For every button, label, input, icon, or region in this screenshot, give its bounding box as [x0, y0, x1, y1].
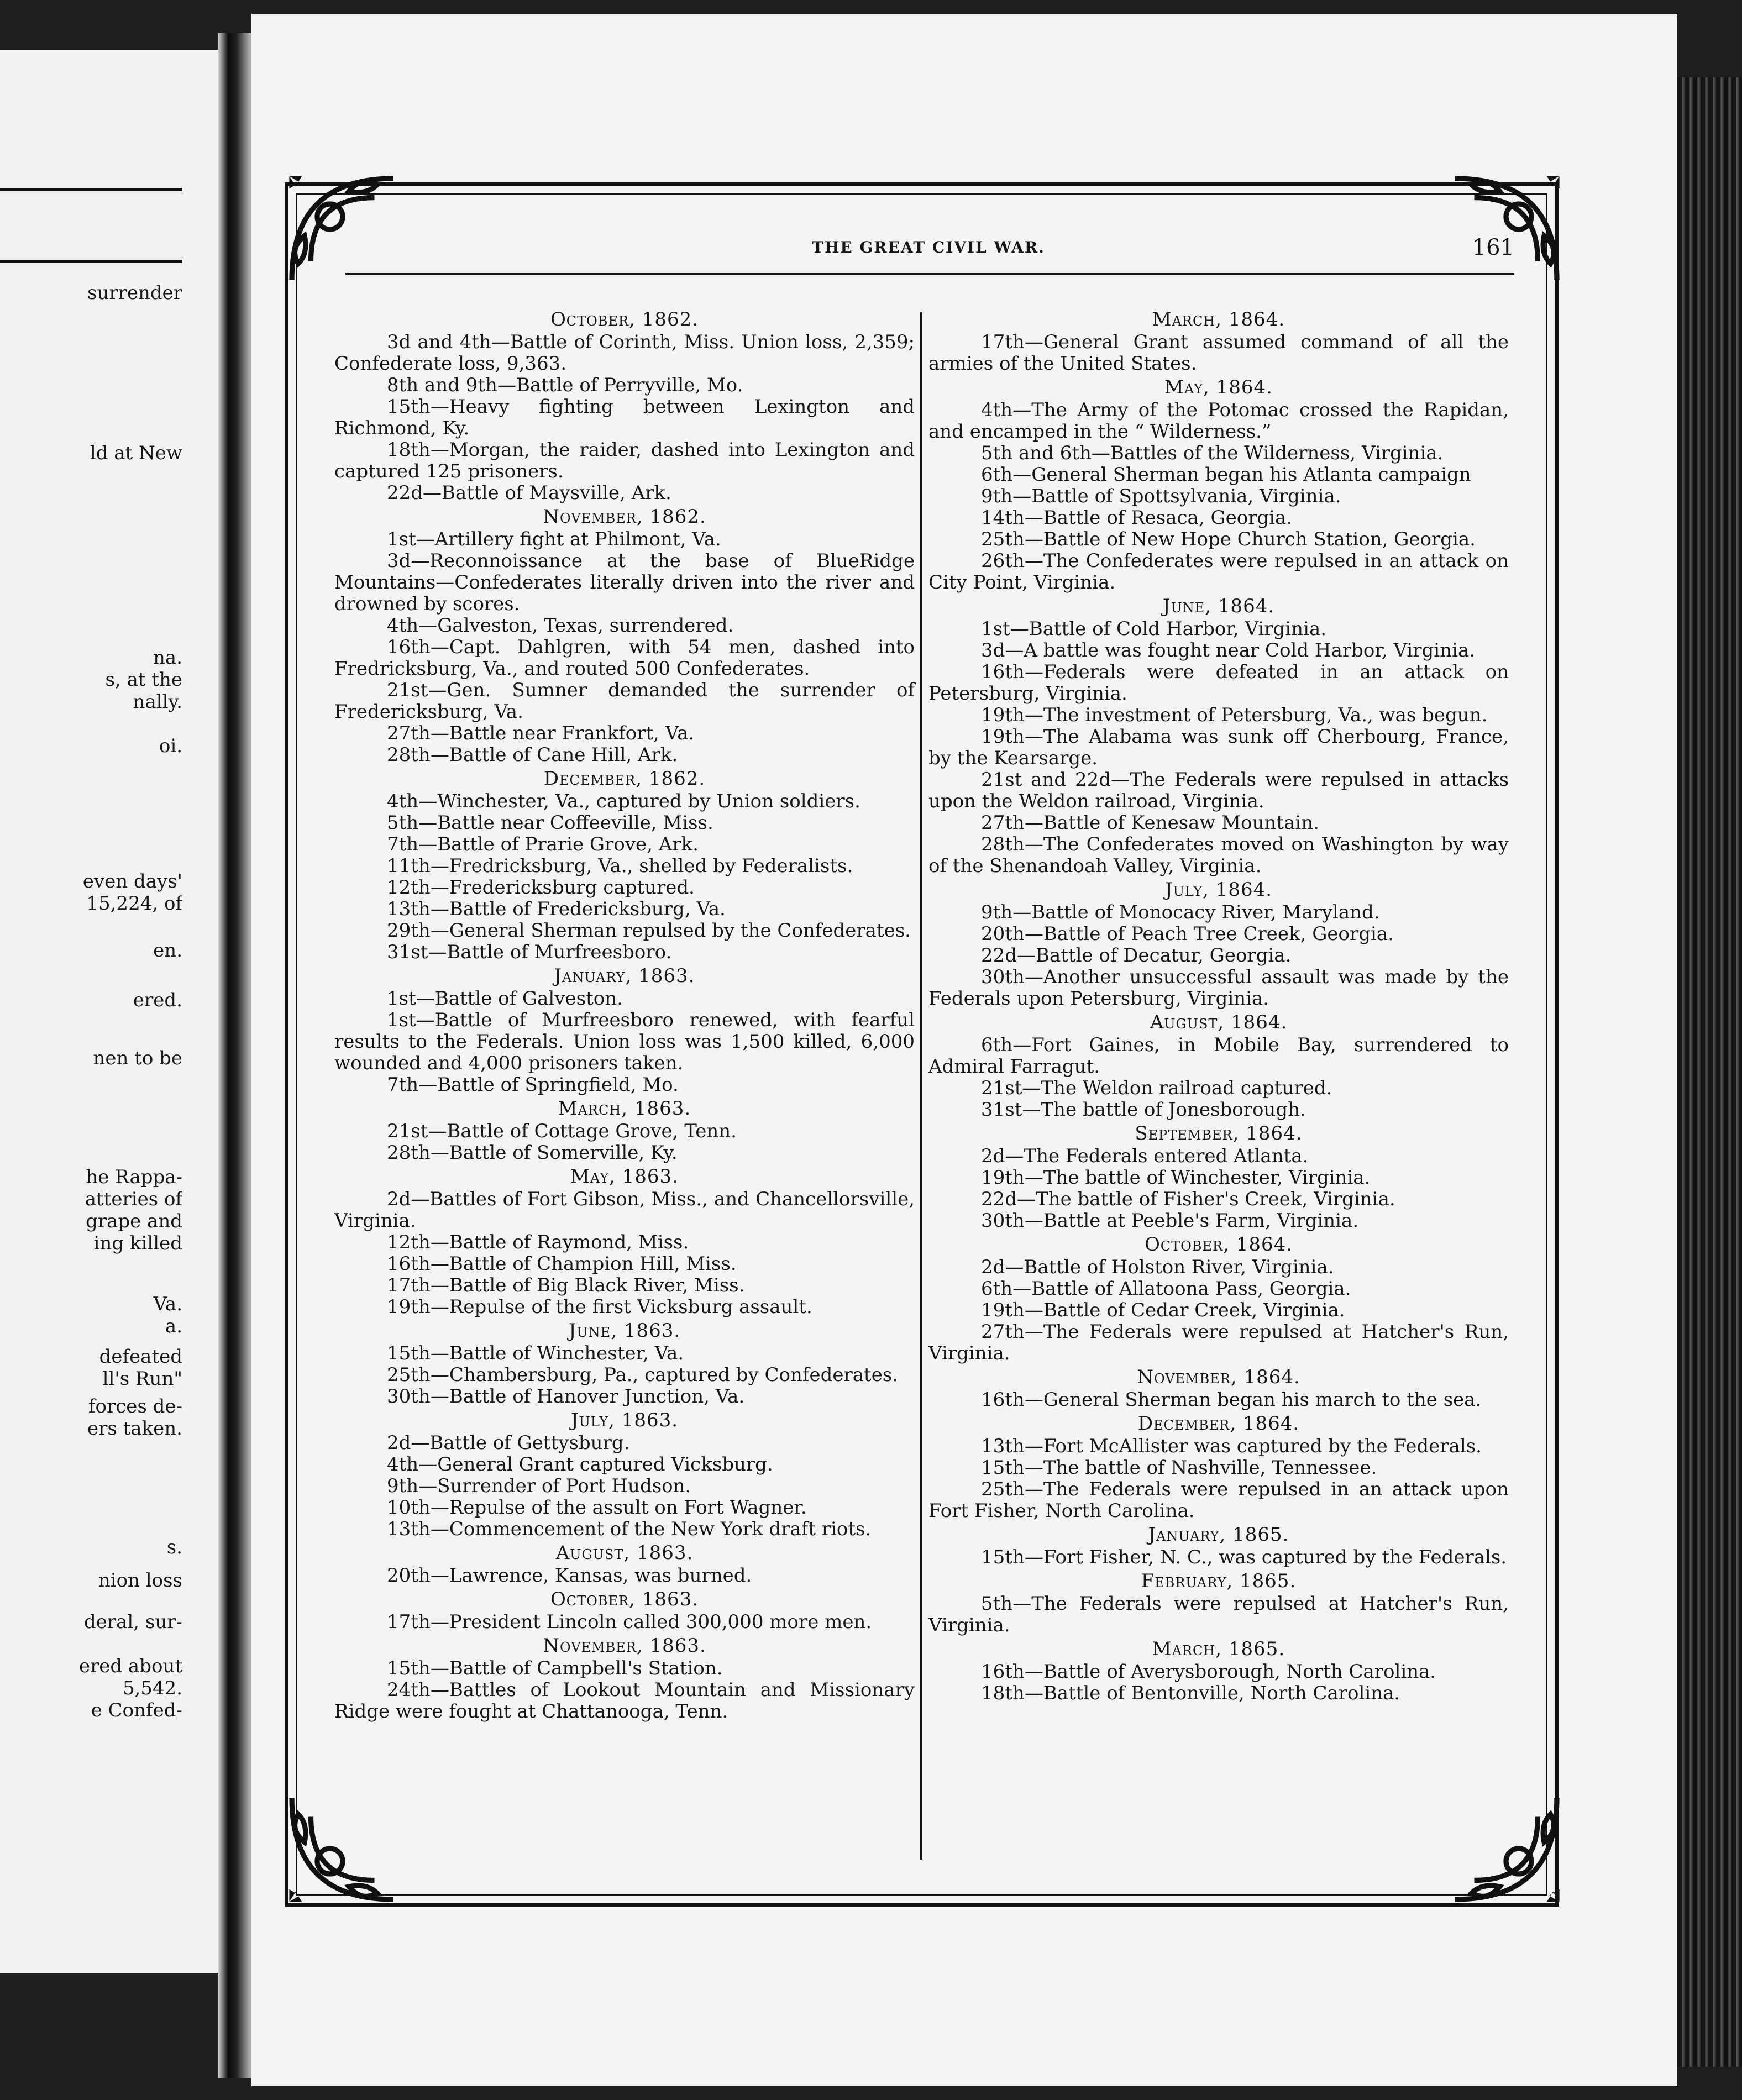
month-heading: October, 1863. [550, 1588, 699, 1610]
facing-page-line: ing killed [93, 1232, 182, 1254]
chronology-entry: 12th—Fredericksburg captured. [387, 876, 695, 899]
chronology-entry: 24th—Battles of Lookout Mountain and Missionary Ridge were fought at Chattanooga, Tenn. [334, 1679, 915, 1723]
chronology-entry: 16th—Battle of Champion Hill, Miss. [387, 1253, 737, 1275]
chronology-entry: 12th—Battle of Raymond, Miss. [387, 1231, 689, 1253]
chronology-entry: 27th—The Federals were repulsed at Hatcher's Run, Virginia. [928, 1321, 1509, 1364]
chronology-entry: 1st—Battle of Galveston. [387, 988, 623, 1010]
chronology-entry: 30th—Another unsuccessful assault was made by the Federals upon Petersburg, Virginia. [928, 966, 1509, 1010]
month-heading: December, 1864. [1137, 1413, 1300, 1435]
chronology-entry: 25th—Battle of New Hope Church Station, Georgia. [981, 528, 1476, 550]
chronology-entry: 5th and 6th—Battles of the Wilderness, Virginia. [981, 442, 1444, 464]
chronology-entry: 16th—Federals were defeated in an attack on Petersburg, Virginia. [928, 661, 1509, 705]
chronology-entry: 6th—General Sherman began his Atlanta campaign [981, 464, 1471, 486]
facing-page-line: s. [166, 1536, 182, 1558]
facing-page-line: ered about [78, 1655, 182, 1677]
ornament-bottom-right-icon [1442, 1785, 1570, 1912]
chronology-entry: 13th—Fort McAllister was captured by the Federals. [981, 1435, 1482, 1457]
chronology-entry: 6th—Fort Gaines, in Mobile Bay, surrendered to Admiral Farragut. [928, 1034, 1509, 1078]
facing-page-rule [0, 260, 182, 263]
month-heading: May, 1863. [570, 1166, 679, 1188]
chronology-entry: 20th—Lawrence, Kansas, was burned. [387, 1565, 752, 1587]
month-heading: March, 1863. [558, 1098, 691, 1120]
facing-page-line: na. [153, 647, 182, 669]
chronology-entry: 10th—Repulse of the assult on Fort Wagner. [387, 1497, 807, 1519]
page-edges [1677, 77, 1742, 2067]
facing-page-line: nen to be [93, 1047, 182, 1069]
chronology-entry: 19th—The investment of Petersburg, Va., was begun. [981, 704, 1488, 726]
facing-page-line: en. [153, 939, 182, 962]
chronology-entry: 9th—Battle of Spottsylvania, Virginia. [981, 485, 1341, 507]
chronology-entry: 28th—The Confederates moved on Washington by way of the Shenandoah Valley, Virginia. [928, 833, 1509, 877]
facing-page-line: deral, sur- [84, 1611, 182, 1633]
facing-page-line: 5,542. [122, 1677, 182, 1699]
facing-page-line: forces de- [88, 1395, 182, 1418]
facing-page-line: he Rappa- [86, 1166, 182, 1188]
chronology-entry: 19th—The battle of Winchester, Virginia. [981, 1167, 1371, 1189]
month-heading: May, 1864. [1164, 376, 1273, 398]
chronology-entry: 5th—Battle near Coffeeville, Miss. [387, 812, 713, 834]
chronology-entry: 16th—Battle of Averysborough, North Carolina. [981, 1661, 1436, 1683]
chronology-entry: 27th—Battle of Kenesaw Mountain. [981, 812, 1319, 834]
facing-page-line: a. [165, 1315, 182, 1337]
chronology-entry: 26th—The Confederates were repulsed in an attack on City Point, Virginia. [928, 550, 1509, 594]
chronology-entry: 19th—Repulse of the first Vicksburg assault. [387, 1296, 812, 1318]
facing-page-line: e Confed- [91, 1699, 182, 1721]
month-heading: October, 1862. [550, 308, 699, 330]
chronology-entry: 15th—Battle of Campbell's Station. [387, 1657, 723, 1679]
chronology-entry: 2d—Battle of Gettysburg. [387, 1432, 630, 1454]
chronology-entry: 29th—General Sherman repulsed by the Confederates. [387, 920, 911, 942]
chronology-entry: 20th—Battle of Peach Tree Creek, Georgia. [981, 923, 1394, 945]
header-rule [345, 273, 1514, 275]
month-heading: October, 1864. [1144, 1233, 1293, 1256]
chronology-entry: 7th—Battle of Springfield, Mo. [387, 1074, 679, 1096]
facing-page-line: surrender [87, 282, 182, 304]
chronology-entry: 21st—The Weldon railroad captured. [981, 1077, 1332, 1099]
chronology-entry: 28th—Battle of Somerville, Ky. [387, 1142, 678, 1164]
column-divider [920, 312, 922, 1860]
facing-page-border [0, 188, 182, 191]
chronology-entry: 2d—Battles of Fort Gibson, Miss., and Chancellorsville, Virginia. [334, 1188, 915, 1232]
chronology-entry: 18th—Battle of Bentonville, North Carolina. [981, 1682, 1400, 1704]
chronology-entry: 28th—Battle of Cane Hill, Ark. [387, 744, 678, 766]
chronology-entry: 8th and 9th—Battle of Perryville, Mo. [387, 374, 743, 396]
month-heading: January, 1863. [554, 965, 695, 987]
facing-page-line: grape and [86, 1210, 182, 1232]
chronology-entry: 17th—President Lincoln called 300,000 more men. [387, 1611, 872, 1633]
chronology-entry: 3d—A battle was fought near Cold Harbor, Virginia. [981, 639, 1476, 662]
ornament-bottom-left-icon [279, 1785, 406, 1912]
chronology-entry: 1st—Battle of Murfreesboro renewed, with fearful results to the Federals. Union loss was 1,500 killed, 6,000 wounded and 4,000 prisoners taken. [334, 1009, 915, 1074]
chronology-entry: 4th—General Grant captured Vicksburg. [387, 1453, 773, 1476]
facing-page-line: defeated [99, 1346, 182, 1368]
chronology-entry: 22d—The battle of Fisher's Creek, Virginia. [981, 1188, 1395, 1210]
chronology-entry: 16th—General Sherman began his march to the sea. [981, 1389, 1482, 1411]
chronology-entry: 17th—Battle of Big Black River, Miss. [387, 1274, 745, 1296]
month-heading: March, 1865. [1152, 1638, 1285, 1660]
month-heading: July, 1863. [570, 1409, 679, 1431]
facing-page-line: ered. [133, 989, 182, 1011]
chronology-entry: 22d—Battle of Maysville, Ark. [387, 482, 671, 504]
month-heading: January, 1865. [1148, 1524, 1289, 1546]
chronology-entry: 13th—Commencement of the New York draft riots. [387, 1518, 872, 1540]
chronology-entry: 4th—The Army of the Potomac crossed the Rapidan, and encamped in the “ Wilderness.” [928, 399, 1509, 443]
chronology-entry: 17th—General Grant assumed command of all the armies of the United States. [928, 331, 1509, 375]
chronology-entry: 1st—Battle of Cold Harbor, Virginia. [981, 618, 1327, 640]
chronology-entry: 1st—Artillery fight at Philmont, Va. [387, 528, 721, 550]
chronology-entry: 22d—Battle of Decatur, Georgia. [981, 944, 1292, 967]
chronology-entry: 15th—Battle of Winchester, Va. [387, 1342, 684, 1364]
page-number: 161 [1472, 235, 1514, 260]
chronology-entry: 14th—Battle of Resaca, Georgia. [981, 507, 1293, 529]
month-heading: November, 1863. [543, 1635, 706, 1657]
facing-page-line: atteries of [85, 1188, 182, 1210]
chronology-entry: 31st—The battle of Jonesborough. [981, 1099, 1306, 1121]
month-heading: June, 1864. [1162, 595, 1275, 617]
facing-page-line: nion loss [98, 1569, 182, 1592]
chronology-entry: 3d—Reconnoissance at the base of BlueRidge Mountains—Confederates literally driven into the river and drowned by scores. [334, 550, 915, 615]
chronology-entry: 30th—Battle of Hanover Junction, Va. [387, 1385, 745, 1408]
month-heading: August, 1863. [555, 1542, 694, 1564]
page-header [343, 235, 1514, 274]
chronology-entry: 3d and 4th—Battle of Corinth, Miss. Union loss, 2,359; Confederate loss, 9,363. [334, 331, 915, 375]
chronology-entry: 18th—Morgan, the raider, dashed into Lexington and captured 125 prisoners. [334, 439, 915, 482]
right-column [928, 307, 1509, 1704]
chronology-entry: 21st—Gen. Sumner demanded the surrender of Fredericksburg, Va. [334, 679, 915, 723]
month-heading: September, 1864. [1135, 1122, 1303, 1144]
facing-page-line: 15,224, of [86, 893, 182, 915]
chronology-entry: 19th—Battle of Cedar Creek, Virginia. [981, 1299, 1345, 1321]
running-head: THE GREAT CIVIL WAR. [812, 238, 1045, 256]
chronology-entry: 6th—Battle of Allatoona Pass, Georgia. [981, 1278, 1351, 1300]
chronology-entry: 15th—The battle of Nashville, Tennessee. [981, 1457, 1377, 1479]
chronology-entry: 11th—Fredricksburg, Va., shelled by Federalists. [387, 855, 853, 877]
chronology-entry: 2d—Battle of Holston River, Virginia. [981, 1256, 1334, 1278]
chronology-entry: 2d—The Federals entered Atlanta. [981, 1145, 1309, 1167]
chronology-entry: 25th—Chambersburg, Pa., captured by Confederates. [387, 1364, 899, 1386]
chronology-entry: 5th—The Federals were repulsed at Hatcher's Run, Virginia. [928, 1593, 1509, 1636]
facing-page-line: ll's Run" [102, 1368, 182, 1390]
facing-page-line: ers taken. [87, 1418, 182, 1440]
month-heading: February, 1865. [1141, 1570, 1297, 1592]
chronology-entry: 9th—Battle of Monocacy River, Maryland. [981, 901, 1380, 923]
chronology-entry: 21st and 22d—The Federals were repulsed in attacks upon the Weldon railroad, Virginia. [928, 769, 1509, 812]
chronology-entry: 25th—The Federals were repulsed in an attack upon Fort Fisher, North Carolina. [928, 1478, 1509, 1522]
chronology-entry: 15th—Fort Fisher, N. C., was captured by the Federals. [981, 1546, 1507, 1568]
month-heading: July, 1864. [1164, 879, 1273, 901]
facing-page-line: nally. [133, 691, 182, 713]
facing-page-line: even days' [82, 870, 182, 893]
month-heading: August, 1864. [1150, 1011, 1288, 1033]
chronology-entry: 4th—Galveston, Texas, surrendered. [387, 615, 734, 637]
chronology-entry: 15th—Heavy fighting between Lexington and Richmond, Ky. [334, 396, 915, 439]
month-heading: June, 1863. [568, 1320, 681, 1342]
month-heading: March, 1864. [1152, 308, 1285, 330]
facing-page-line: s, at the [105, 669, 182, 691]
facing-page-line: Va. [153, 1293, 182, 1315]
month-heading: December, 1862. [543, 768, 706, 790]
chronology-entry: 4th—Winchester, Va., captured by Union soldiers. [387, 790, 860, 812]
chronology-entry: 21st—Battle of Cottage Grove, Tenn. [387, 1120, 737, 1142]
chronology-entry: 9th—Surrender of Port Hudson. [387, 1475, 691, 1497]
chronology-entry: 16th—Capt. Dahlgren, with 54 men, dashed into Fredricksburg, Va., and routed 500 Confederates. [334, 636, 915, 680]
chronology-entry: 27th—Battle near Frankfort, Va. [387, 722, 695, 744]
book-gutter [218, 33, 251, 2078]
month-heading: November, 1862. [543, 506, 706, 528]
chronology-entry: 30th—Battle at Peeble's Farm, Virginia. [981, 1210, 1359, 1232]
facing-page-fragment [0, 50, 220, 1973]
facing-page-line: ld at New [90, 442, 182, 464]
chronology-entry: 13th—Battle of Fredericksburg, Va. [387, 898, 726, 920]
left-column [334, 307, 915, 1723]
chronology-entry: 31st—Battle of Murfreesboro. [387, 941, 672, 963]
month-heading: November, 1864. [1137, 1366, 1300, 1388]
chronology-entry: 7th—Battle of Prarie Grove, Ark. [387, 833, 699, 855]
chronology-entry: 19th—The Alabama was sunk off Cherbourg, France, by the Kearsarge. [928, 726, 1509, 769]
facing-page-line: oi. [159, 735, 182, 757]
